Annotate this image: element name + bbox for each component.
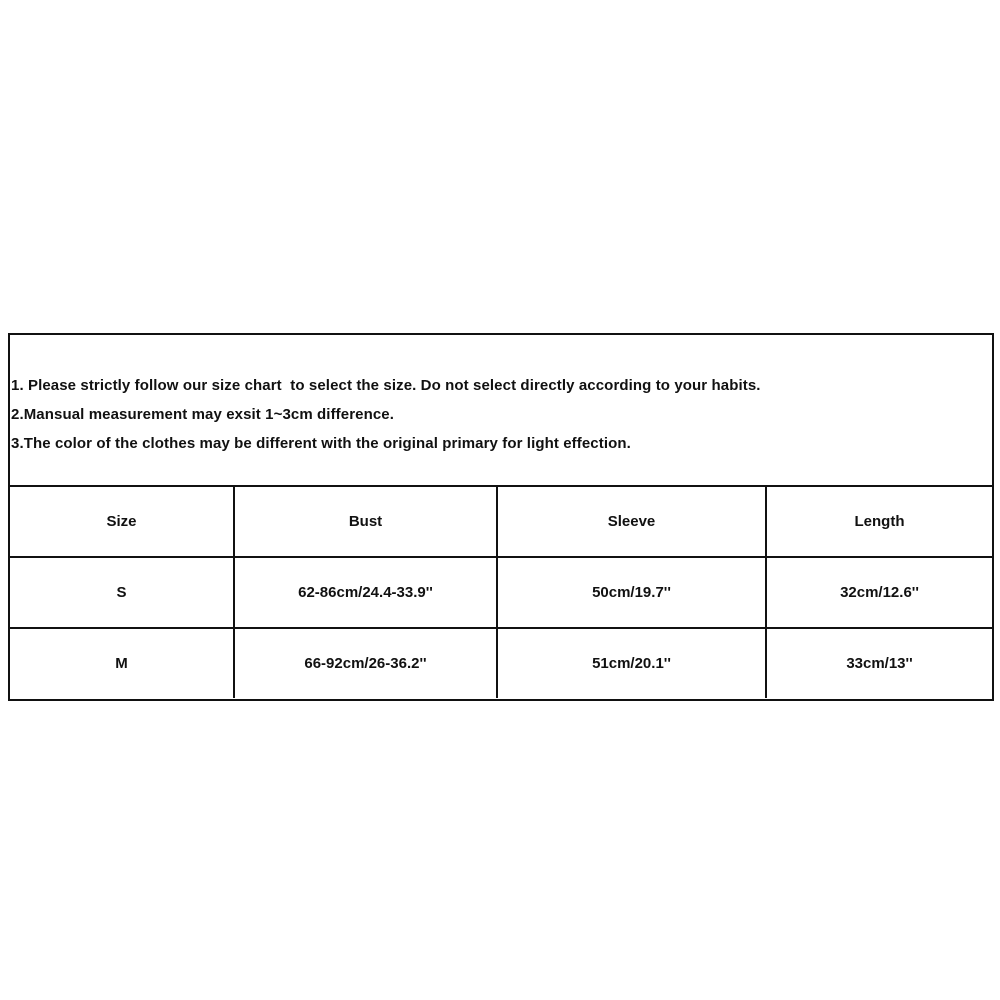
cell-size: M [10,628,234,698]
table-row [10,628,992,698]
cell-length: 32cm/12.6'' [766,557,992,628]
size-chart [8,333,994,701]
note-line-1: 1. Please strictly follow our size chart to select the size. Do not select directly according to your habits. [11,377,761,394]
size-notes [10,335,992,487]
cell-sleeve: 50cm/19.7'' [497,557,766,628]
note-line-3: 3.The color of the clothes may be different with the original primary for light effection. [11,435,631,452]
header-sleeve: Sleeve [497,487,766,557]
cell-sleeve: 51cm/20.1'' [497,628,766,698]
cell-bust: 66-92cm/26-36.2'' [234,628,497,698]
note-line-2: 2.Mansual measurement may exsit 1~3cm difference. [11,406,394,423]
size-table [10,487,992,698]
header-size: Size [10,487,234,557]
table-header-row [10,487,992,557]
header-length: Length [766,487,992,557]
table-row [10,557,992,628]
header-bust: Bust [234,487,497,557]
cell-bust: 62-86cm/24.4-33.9'' [234,557,497,628]
cell-size: S [10,557,234,628]
cell-length: 33cm/13'' [846,655,913,672]
